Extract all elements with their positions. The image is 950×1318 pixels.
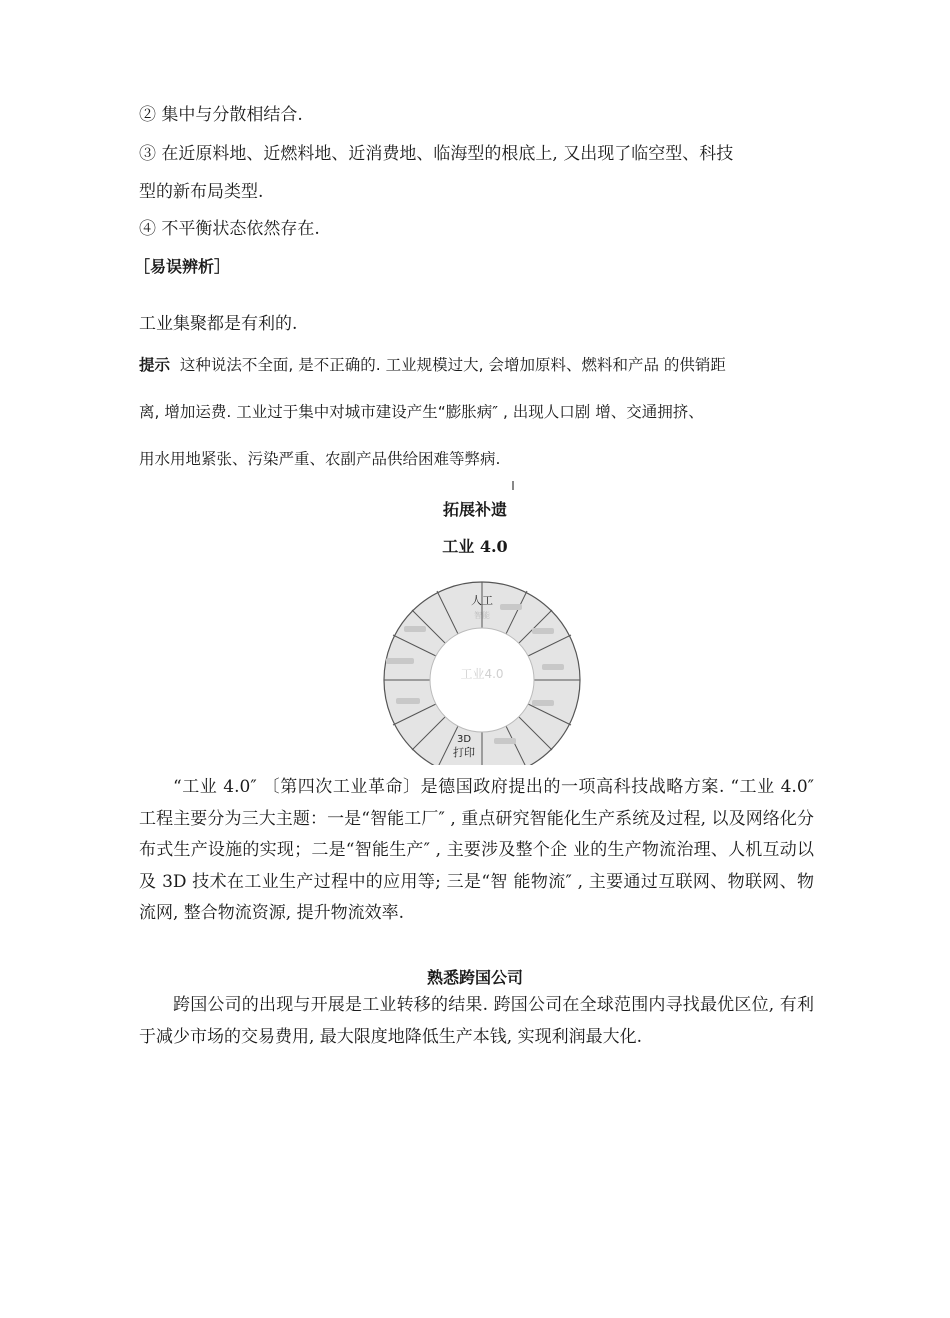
industry-4-paragraph: “工业 4.0″ 〔第四次工业革命〕是德国政府提出的一项高科技战略方案. “工业 4.0″ 工程主要分为三大主题：一是“智能工厂″ , 重点研究智能化生产系统及过程, 以及网络化分布式生产设施的实现；二是“智能生产″ , 主要涉及整个企 业的生产物流治理、人机互动以及 3D 技术在工业生产过程中的应用等; 三是“智 能物流″ , 主要通过互联网、物联网、物流网, 整合物流资源, 提升物流效率. <box>139 777 814 923</box>
segment-label-printing: 打印 <box>453 746 475 759</box>
industry-4-title: 工业 4.0 <box>442 537 508 556</box>
segment-label-intelligence: 智能 <box>474 611 490 620</box>
hint-line-3: 用水用地紧张、污染严重、农副产品供给困难等弊病. <box>139 450 501 468</box>
hint-text-1: 这种说法不全面, 是不正确的. 工业规模过大, 会增加原料、燃料和产品 的供销距 <box>179 356 726 374</box>
list-item-3-continued: 型的新布局类型. <box>139 182 264 202</box>
misconception-statement: 工业集聚都是有利的. <box>139 314 298 334</box>
error-analysis-heading: ［易误辨析］ <box>134 257 231 276</box>
industry-4-wheel-diagram <box>382 580 582 765</box>
wheel-center-label: 工业4.0 <box>460 667 504 681</box>
segment-label-artificial: 人工 <box>471 594 493 607</box>
segment-label-3d: 3D <box>456 734 472 745</box>
hint-label: 提示 <box>139 356 171 374</box>
hint-line-2: 离, 增加运费. 工业过于集中对城市建设产生“膨胀病″ , 出现人口剧 增、交通拥挤、 <box>139 403 704 421</box>
multinational-paragraph: 跨国公司的出现与开展是工业转移的结果. 跨国公司在全球范围内寻找最优区位, 有利于减少市场的交易费用, 最大限度地降低生产本钱, 实现利润最大化. <box>139 995 814 1047</box>
list-item-3: ③ 在近原料地、近燃料地、近消费地、临海型的根底上, 又出现了临空型、科技 <box>139 144 734 164</box>
list-item-4: ④ 不平衡状态依然存在. <box>139 219 320 239</box>
list-item-2: ② 集中与分散相结合. <box>139 105 303 125</box>
extension-heading: 拓展补遗 <box>442 500 507 519</box>
scan-artifact <box>512 481 514 490</box>
multinational-heading: 熟悉跨国公司 <box>426 968 523 987</box>
hint-line-1 <box>139 353 726 375</box>
wheel-svg <box>382 580 582 765</box>
